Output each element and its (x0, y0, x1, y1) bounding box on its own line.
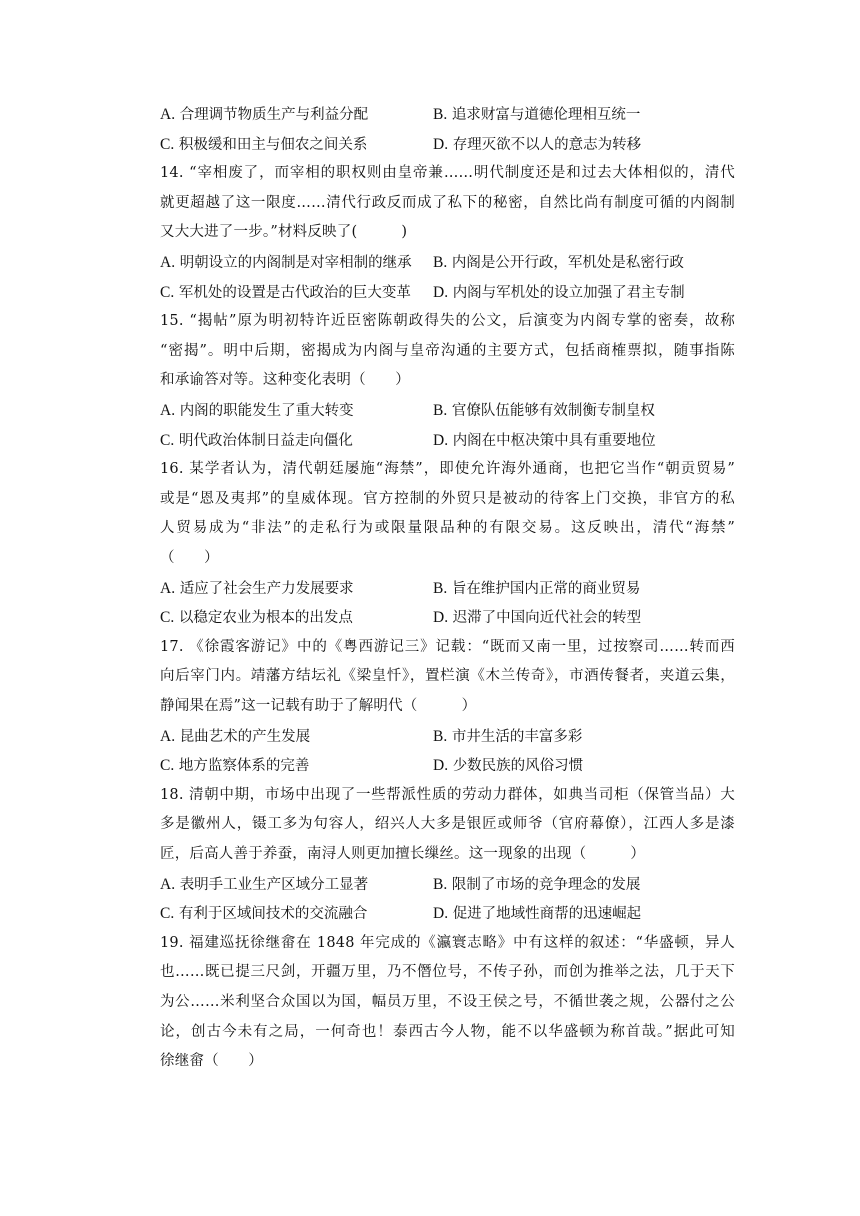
question-19-line: 徐继畲（ ） (160, 1053, 263, 1070)
option-text: 明朝设立的内阁制是对宰相制的继承 (179, 255, 412, 271)
option-c (160, 278, 430, 308)
question-14-line: 又大大进了一步。”材料反映了( ) (160, 224, 408, 241)
option-b (433, 722, 733, 752)
option-letter: C. (160, 757, 175, 775)
question-18-line: 18. 清朝中期，市场中出现了一些帮派性质的劳动力群体，如典当司柜（保管当品）大 (160, 786, 735, 803)
option-letter: D. (433, 431, 449, 449)
option-text: 市井生活的丰富多彩 (451, 728, 583, 745)
option-letter: B. (433, 106, 448, 123)
option-text: 限制了市场的竞争理念的发展 (451, 876, 641, 893)
question-15-line: 和承谕答对等。这种变化表明（ ） (160, 372, 410, 389)
option-b (433, 248, 733, 278)
option-b (433, 870, 733, 900)
question-15-line: “密揭”。明中后期，密揭成为内阁与皇帝沟通的主要方式，包括商榷票拟，随事指陈 (160, 342, 735, 359)
option-letter: D. (433, 757, 449, 775)
option-a (160, 722, 430, 752)
option-text: 旨在维护国内正常的商业贸易 (451, 580, 641, 597)
option-a (160, 396, 430, 426)
question-16-line: 或是“恩及夷邦”的皇威体现。官方控制的外贸只是被动的待客上门交换，非官方的私 (160, 490, 735, 507)
question-14-line: 就更超越了这一限度……清代行政反而成了私下的秘密，自然比尚有制度可循的内阁制 (160, 194, 735, 211)
option-text: 存理灭欲不以人的意志为转移 (452, 136, 642, 153)
option-c (160, 426, 430, 456)
option-text: 合理调节物质生产与利益分配 (179, 107, 369, 123)
option-text: 表明手工业生产区域分工显著 (179, 876, 369, 893)
question-16-line: （ ） (160, 550, 219, 566)
option-text: 明代政治体制日益走向僵化 (178, 432, 353, 449)
option-c (160, 751, 430, 781)
option-text: 昆曲艺术的产生发展 (179, 728, 311, 745)
option-letter: A. (160, 579, 176, 597)
option-text: 内阁是公开行政，军机处是私密行政 (451, 255, 684, 271)
option-text: 以稳定农业为根本的出发点 (178, 610, 353, 627)
option-text: 迟滞了中国向近代社会的转型 (452, 610, 642, 627)
option-letter: D. (433, 283, 449, 301)
question-18-line: 匠，后高人善于养蚕，南浔人则更加擅长缫丝。这一现象的出现（ ） (160, 846, 646, 862)
question-17-line: 静闻果在焉”这一记载有助于了解明代（ ） (160, 698, 477, 714)
option-letter: B. (433, 402, 448, 419)
option-letter: C. (160, 609, 175, 627)
question-16-line: 人贸易成为“非法”的走私行为或限量限品种的有限交易。这反映出，清代“海禁” (160, 520, 735, 537)
question-17-line: 向后宰门内。靖藩方结坛礼《梁皇忏》，置栏演《木兰传奇》，市酒传餐者，夹道云集， (160, 668, 735, 685)
option-text: 官僚队伍能够有效制衡专制皇权 (451, 403, 655, 419)
option-letter: A. (160, 402, 176, 419)
option-letter: C. (160, 905, 175, 923)
option-a (160, 574, 430, 604)
question-19-line: 论，创古今未有之局，一何奇也！泰西古今人物，能不以华盛顿为称首哉。”据此可知 (160, 1023, 735, 1040)
option-c (160, 130, 430, 160)
option-b (433, 100, 733, 130)
question-19-line: 19. 福建巡抚徐继畲在 1848 年完成的《瀛寰志略》中有这样的叙述：“华盛顿，异人 (160, 934, 735, 951)
question-17-line: 17. 《徐霞客游记》中的《粤西游记三》记载：“既而又南一里，过按察司……转而西 (160, 638, 735, 655)
option-text: 促进了地域性商帮的迅速崛起 (452, 906, 642, 923)
option-text: 有利于区域间技术的交流融合 (178, 906, 368, 923)
option-d (433, 899, 733, 929)
option-letter: C. (160, 431, 175, 449)
option-letter: A. (160, 875, 176, 893)
option-d (433, 130, 733, 160)
option-letter: A. (160, 106, 176, 123)
option-letter: D. (433, 135, 449, 153)
option-letter: B. (433, 254, 448, 271)
option-a (160, 870, 430, 900)
option-b (433, 574, 733, 604)
option-b (433, 396, 733, 426)
question-19-line: 为公……米利坚合众国以为国，幅员万里，不设王侯之号，不循世袭之规，公器付之公 (160, 994, 735, 1010)
option-d (433, 426, 733, 456)
option-d (433, 278, 733, 308)
option-d (433, 751, 733, 781)
option-letter: A. (160, 254, 176, 271)
option-letter: C. (160, 135, 175, 153)
option-text: 少数民族的风俗习惯 (452, 758, 584, 775)
option-text: 内阁在中枢决策中具有重要地位 (452, 432, 656, 449)
question-18-line: 多是徽州人，镊工多为句容人，绍兴人大多是银匠或师爷（官府幕僚），江西人多是漆 (160, 816, 735, 833)
option-letter: D. (433, 905, 449, 923)
option-text: 积极缓和田主与佃农之间关系 (178, 136, 368, 153)
option-d (433, 603, 733, 633)
question-15-line: 15. “揭帖”原为明初特许近臣密陈朝政得失的公文，后演变为内阁专掌的密奏，故称 (160, 313, 735, 330)
option-letter: D. (433, 609, 449, 627)
option-a (160, 248, 430, 278)
option-c (160, 899, 430, 929)
option-text: 内阁与军机处的设立加强了君主专制 (452, 284, 685, 301)
option-letter: C. (160, 283, 175, 301)
question-14-line: 14. “宰相废了，而宰相的职权则由皇帝兼……明代制度还是和过去大体相似的，清代 (160, 165, 735, 182)
option-text: 适应了社会生产力发展要求 (179, 580, 354, 597)
option-text: 地方监察体系的完善 (178, 758, 310, 775)
option-text: 军机处的设置是古代政治的巨大变革 (178, 284, 411, 301)
option-c (160, 603, 430, 633)
option-a (160, 100, 430, 130)
option-text: 追求财富与道德伦理相互统一 (451, 107, 641, 123)
question-16-line: 16. 某学者认为，清代朝廷屡施“海禁”，即使允许海外通商，也把它当作“朝贡贸易” (160, 461, 735, 478)
option-letter: B. (433, 875, 448, 893)
option-letter: B. (433, 579, 448, 597)
question-19-line: 也……既已提三尺剑，开疆万里，乃不僭位号，不传子孙，而创为推举之法，几于天下 (160, 964, 735, 981)
option-letter: A. (160, 727, 176, 745)
option-text: 内阁的职能发生了重大转变 (179, 403, 354, 419)
option-letter: B. (433, 727, 448, 745)
